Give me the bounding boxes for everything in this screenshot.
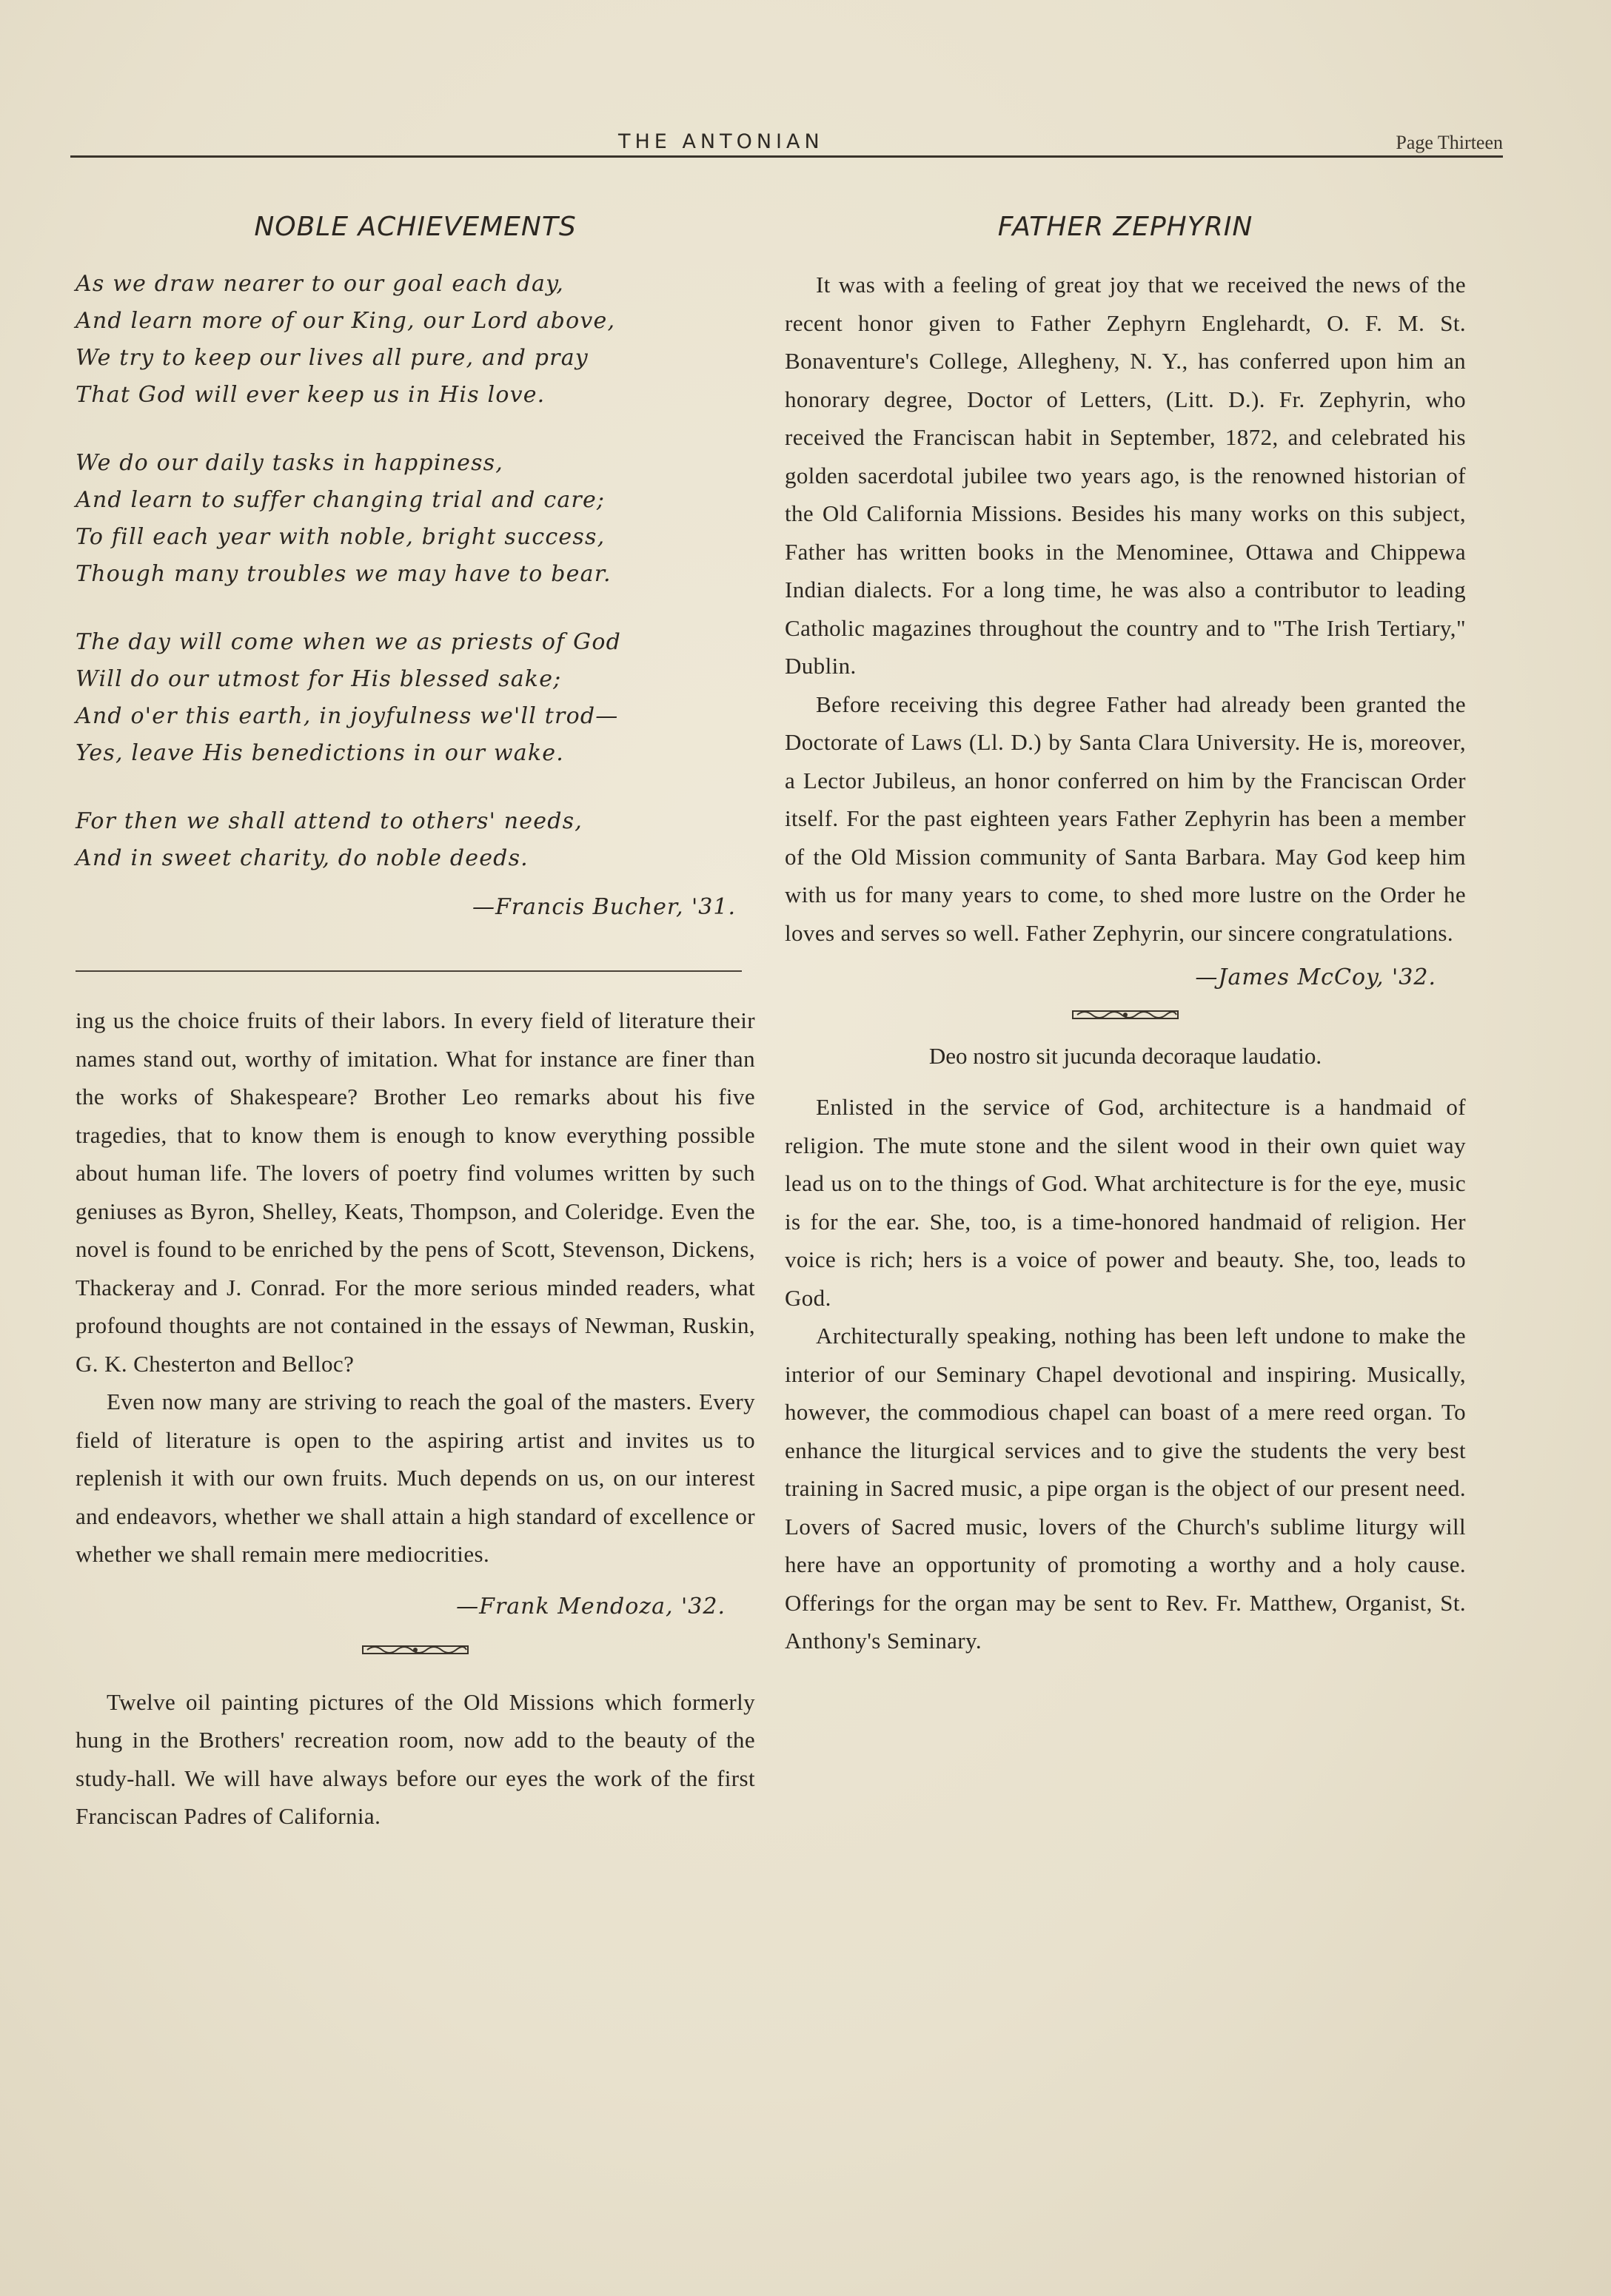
article-paragraph: Even now many are striving to reach the goal of the masters. Every field of literature is open to the aspiring artist and invites us to replenish it with our own fruits. Much depends on us, on our interest and endeavors, whether we shall attain a high standard of excellence or whether we shall remain mere mediocrities. (76, 1389, 755, 1567)
poem (76, 266, 755, 877)
left-column (76, 207, 755, 1836)
organ-paragraph: Enlisted in the service of God, architecture is a handmaid of religion. The mute stone and the silent wood in their own quiet way lead us on to the things of God. What architecture is for the eye, music is for the ear. She, too, is a time-honored handmaid of religion. Her voice is rich; hers is a voice of power and beauty. She, too, leads to God. (785, 1094, 1466, 1311)
decorative-ornament-icon (360, 1642, 471, 1658)
right-column (785, 207, 1466, 1660)
running-header (70, 124, 1503, 154)
poem-line: And o'er this earth, in joyfulness we'll trod— (76, 703, 619, 729)
article-author: —Frank Mendoza, '32. (456, 1593, 726, 1619)
article-author: —James McCoy, '32. (1195, 964, 1436, 990)
poem-stanza (76, 803, 755, 877)
article-paragraph: Before receiving this degree Father had already been granted the Doctorate of Laws (Ll. D.) by Santa Clara University. He is, moreover, a Lector Jubileus, an honor conferred on him by the Franciscan Order itself. For the past eighteen years Father Zephyrin has been a member of the Old Mission community of Santa Barbara. May God keep him with us for many years to come, to shed more lustre on the Order he loves and serves so well. Father Zephyrin, our sincere congratulations. (785, 691, 1466, 946)
poem-title: NOBLE ACHIEVEMENTS (254, 212, 577, 242)
poem-line: As we draw nearer to our goal each day, (76, 271, 565, 297)
decorative-ornament-icon (1070, 1007, 1181, 1023)
poem-line: That God will ever keep us in His love. (76, 382, 546, 408)
continued-article (76, 1001, 755, 1836)
poem-line: We do our daily tasks in happiness, (76, 450, 504, 476)
page-number: Page Thirteen (1396, 132, 1503, 153)
poem-stanza (76, 624, 755, 772)
poem-line: And in sweet charity, do noble deeds. (76, 845, 529, 871)
poem-line: And learn to suffer changing trial and care; (76, 487, 606, 513)
father-zephyrin-article (785, 266, 1466, 1660)
poem-line: We try to keep our lives all pure, and pray (76, 345, 589, 371)
latin-motto: Deo nostro sit jucunda decoraque laudatio. (928, 1043, 1322, 1069)
poem-author: —Francis Bucher, '31. (472, 894, 736, 920)
poem-stanza (76, 445, 755, 593)
poem-line: Will do our utmost for His blessed sake; (76, 666, 562, 692)
poem-line: To fill each year with noble, bright success, (76, 524, 606, 550)
article-paragraph: It was with a feeling of great joy that we received the news of the recent honor given to Father Zephyrn Englehardt, O. F. M. St. Bonaventure's College, Allegheny, N. Y., has conferred upon him an honorary degree, Doctor of Letters, (Litt. D.). Fr. Zephyrin, who received the Franciscan habit in September, 1872, and celebrated his golden sacerdotal jubilee two years ago, is the renowned historian of the Old California Missions. Besides his many works on this subject, Father has written books in the Menominee, Ottawa and Chippewa Indian dialects. For a long time, he was also a contributor to leading Catholic magazines throughout the country and to "The Irish Tertiary," Dublin. (785, 272, 1466, 679)
paintings-note: Twelve oil painting pictures of the Old Missions which formerly hung in the Brothers' recreation room, now add to the beauty of the study-hall. We will have always before our eyes the work of the first Franciscan Padres of California. (76, 1688, 755, 1829)
poem-line: Though many troubles we may have to bear. (76, 561, 612, 587)
poem-line: For then we shall attend to others' needs, (76, 808, 583, 834)
section-divider (76, 970, 742, 972)
poem-stanza (76, 266, 755, 414)
header-rule (70, 155, 1503, 158)
poem-line: And learn more of our King, our Lord above, (76, 308, 616, 334)
article-title: FATHER ZEPHYRIN (997, 212, 1253, 242)
organ-paragraph: Architecturally speaking, nothing has been left undone to make the interior of our Seminary Chapel devotional and inspiring. Musically, however, the commodious chapel can boast of a mere reed organ. To enhance the liturgical services and to give the students the very best training in Sacred music, a pipe organ is the object of our present need. Lovers of Sacred music, lovers of the Church's sublime liturgy will here have an opportunity of promoting a worthy and a holy cause. Offerings for the organ may be sent to Rev. Fr. Matthew, Organist, St. Anthony's Seminary. (785, 1323, 1466, 1654)
poem-line: Yes, leave His benedictions in our wake. (76, 740, 564, 766)
article-paragraph: ing us the choice fruits of their labors. In every field of literature their names stand out, worthy of imitation. What for instance are finer than the works of Shakespeare? Brother Leo remarks about his five tragedies, that to know them is enough to know everything possible about human life. The lovers of poetry find volumes written by such geniuses as Byron, Shelley, Keats, Thompson, and Coleridge. Even the novel is found to be enriched by the pens of Scott, Stevenson, Dickens, Thackeray and J. Conrad. For the more serious minded readers, what profound thoughts are not contained in the essays of Newman, Ruskin, G. K. Chesterton and Belloc? (76, 1007, 755, 1377)
publication-title: THE ANTONIAN (618, 130, 824, 153)
poem-line: The day will come when we as priests of God (76, 629, 622, 655)
